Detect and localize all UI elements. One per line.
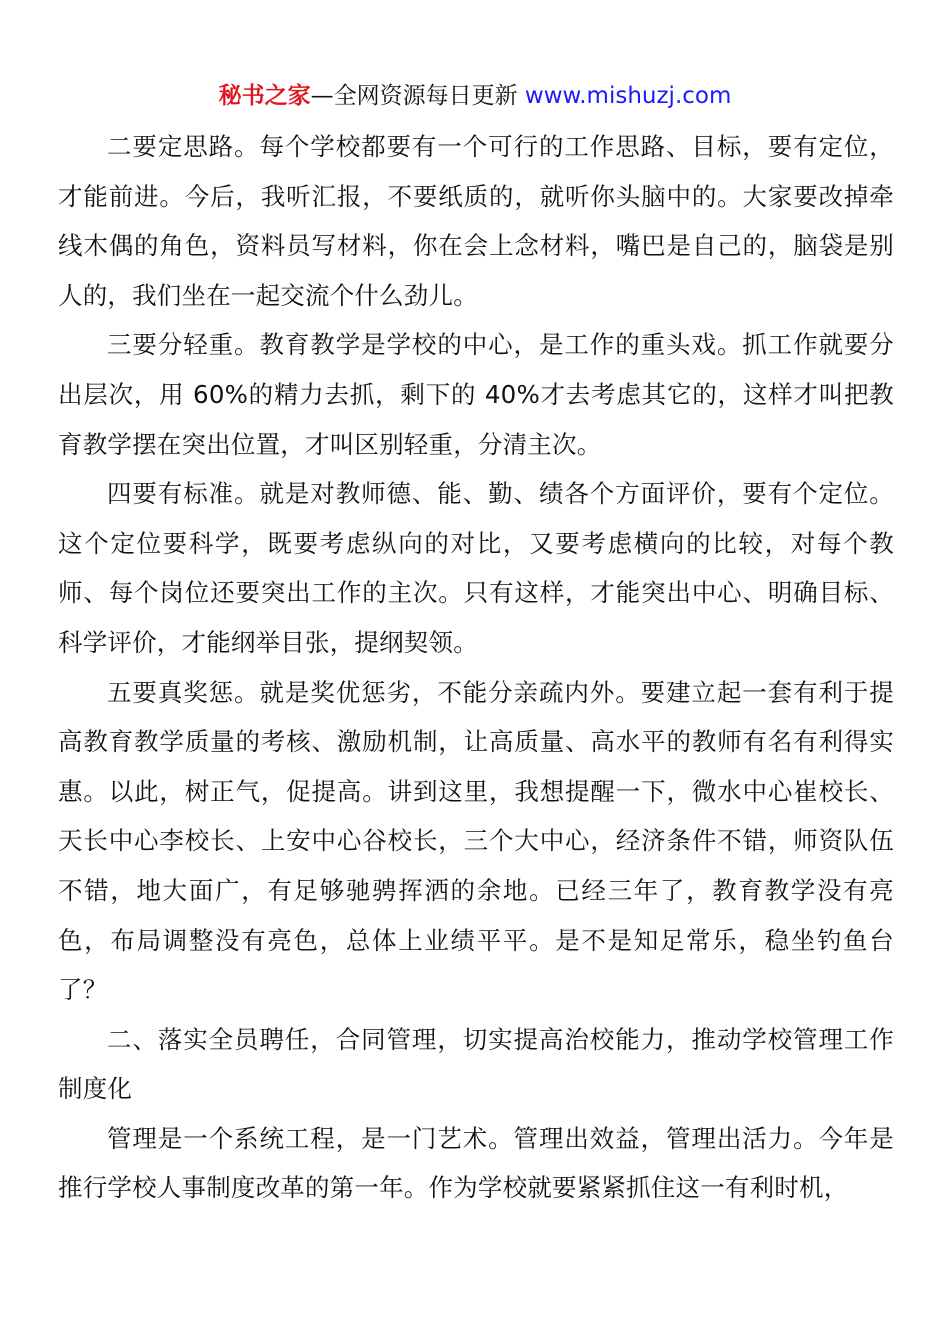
- paragraph-rewards-penalties: 五要真奖惩。就是奖优惩劣，不能分亲疏内外。要建立起一套有利于提高教育教学质量的考核、激励机制，让高质量、高水平的教师有名有利得实惠。以此，树正气，促提高。讲到这里，我想提醒一下，微水中心崔校长、天长中心李校长、上安中心谷校长，三个大中心，经济条件不错，师资队伍不错，地大面广，有足够驰骋挥洒的余地。已经三年了，教育教学没有亮色，布局调整没有亮色，总体上业绩平平。是不是知足常乐，稳坐钓鱼台了？: [58, 677, 894, 1005]
- brand-name: 秘书之家: [218, 83, 311, 109]
- website-link[interactable]: www.mishuzj.com: [524, 83, 732, 109]
- header-tagline: —全网资源每日更新: [310, 83, 525, 109]
- paragraph-standards: 四要有标准。就是对教师德、能、勤、绩各个方面评价，要有个定位。这个定位要科学，既要考虑纵向的对比，又要考虑横向的比较，对每个教师、每个岗位还要突出工作的主次。只有这样，才能突出中心、明确目标、科学评价，才能纲举目张，提纲契领。: [58, 479, 894, 657]
- paragraph-define-thinking: 二要定思路。每个学校都要有一个可行的工作思路、目标，要有定位，才能前进。今后，我听汇报，不要纸质的，就听你头脑中的。大家要改掉牵线木偶的角色，资料员写材料，你在会上念材料，嘴巴是自己的，脑袋是别人的，我们坐在一起交流个什么劲儿。: [58, 132, 894, 310]
- document-body: [58, 122, 894, 1213]
- paragraph-management: 管理是一个系统工程，是一门艺术。管理出效益，管理出活力。今年是推行学校人事制度改革的第一年。作为学校就要紧紧抓住这一有利时机，: [58, 1123, 894, 1203]
- section-heading-two: 二、落实全员聘任，合同管理，切实提高治校能力，推动学校管理工作制度化: [58, 1024, 894, 1104]
- page-header: [0, 80, 950, 112]
- paragraph-priorities: 三要分轻重。教育教学是学校的中心，是工作的重头戏。抓工作就要分出层次，用 60%的精力去抓，剩下的 40%才去考虑其它的，这样才叫把教育教学摆在突出位置，才叫区别轻重，分清主次。: [58, 330, 894, 459]
